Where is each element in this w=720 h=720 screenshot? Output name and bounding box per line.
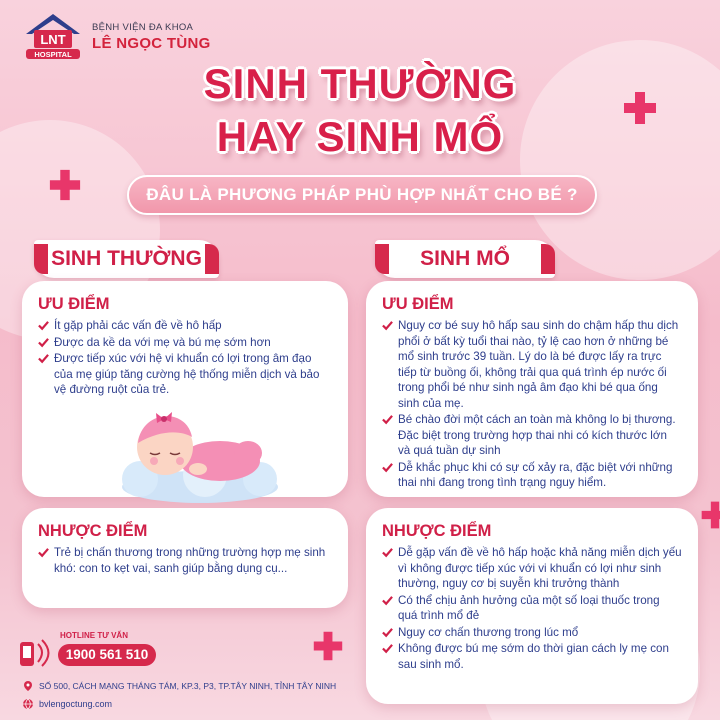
check-icon bbox=[382, 595, 393, 606]
list-item: Nguy cơ chấn thương trong lúc mổ bbox=[382, 625, 682, 641]
check-icon bbox=[38, 337, 49, 348]
pros-title: ƯU ĐIỂM bbox=[382, 295, 454, 313]
pros-title: ƯU ĐIỂM bbox=[38, 295, 110, 313]
subtitle-pill: ĐÂU LÀ PHƯƠNG PHÁP PHÙ HỢP NHẤT CHO BÉ ? bbox=[127, 175, 597, 215]
list-item: Trẻ bị chấn thương trong những trường hợp mẹ sinh khó: con to kẹt vai, sanh giúp bằng dụng cụ... bbox=[38, 545, 332, 576]
check-icon bbox=[38, 320, 49, 331]
phone-icon bbox=[18, 636, 52, 670]
logo-line1: BỆNH VIỆN ĐA KHOA bbox=[92, 22, 194, 33]
list-item: Được tiếp xúc với hệ vi khuẩn có lợi trong âm đạo của mẹ giúp tăng cường hệ thống miễn dịch và bảo vệ đường ruột của trẻ. bbox=[38, 351, 332, 398]
heading-c-section: SINH MỔ bbox=[375, 240, 555, 278]
globe-icon bbox=[22, 698, 34, 710]
check-icon bbox=[382, 627, 393, 638]
check-icon bbox=[382, 320, 393, 331]
plus-icon bbox=[700, 500, 720, 530]
svg-text:HOSPITAL: HOSPITAL bbox=[34, 50, 72, 59]
location-icon bbox=[22, 680, 34, 692]
c-section-pros-card bbox=[366, 281, 698, 497]
check-icon bbox=[38, 353, 49, 364]
svg-text:LNT: LNT bbox=[40, 32, 66, 47]
list-item: Dễ khắc phục khi có sự cố xảy ra, đặc biệt với những thai nhi đang trong tình trạng nguy hiểm. bbox=[382, 460, 682, 491]
cons-title: NHƯỢC ĐIỂM bbox=[38, 522, 148, 540]
list-item: Không được bú mẹ sớm do thời gian cách ly mẹ con sau sinh mổ. bbox=[382, 641, 682, 672]
hotline-label: HOTLINE TƯ VẤN bbox=[60, 631, 128, 640]
cons-title: NHƯỢC ĐIỂM bbox=[382, 522, 492, 540]
list-item: Ít gặp phải các vấn đề về hô hấp bbox=[38, 318, 332, 334]
list-item: Bé chào đời một cách an toàn mà không lo bị thương. Đặc biệt trong trường hợp thai nhi có kích thước lớn và quá tuần dự sinh bbox=[382, 412, 682, 459]
logo-line2: LÊ NGỌC TÙNG bbox=[92, 35, 211, 52]
logo-mark-icon bbox=[22, 12, 84, 62]
check-icon bbox=[382, 643, 393, 654]
list-item: Nguy cơ bé suy hô hấp sau sinh do chậm hấp thu dịch phổi ở bất kỳ tuổi thai nào, tỷ lệ cao hơn ở những bé mổ sinh trước 39 tuần. Lý do là bé được lấy ra trực tiếp từ buồng ối, không trải qua quá trình ép nước ối trong phổi bé như sinh ngả âm đạo khi bé qua ống sinh của mẹ. bbox=[382, 318, 682, 411]
check-icon bbox=[382, 547, 393, 558]
list-item: Được da kề da với mẹ và bú mẹ sớm hơn bbox=[38, 335, 332, 351]
title-line1: SINH THƯỜNG bbox=[203, 60, 517, 107]
hotline-number[interactable]: 1900 561 510 bbox=[58, 644, 156, 666]
check-icon bbox=[38, 547, 49, 558]
check-icon bbox=[382, 462, 393, 473]
address: SỐ 500, CÁCH MẠNG THÁNG TÁM, KP.3, P3, TP.TÂY NINH, TỈNH TÂY NINH bbox=[22, 680, 336, 692]
heading-natural-birth: SINH THƯỜNG bbox=[34, 240, 219, 278]
baby-illustration bbox=[110, 395, 280, 505]
natural-birth-cons-card bbox=[22, 508, 348, 608]
website-link[interactable]: bvlengoctung.com bbox=[22, 698, 112, 710]
hospital-logo[interactable] bbox=[22, 12, 211, 62]
title-line2: HAY SINH MỔ bbox=[216, 113, 504, 160]
plus-icon bbox=[48, 168, 82, 202]
c-section-cons-card bbox=[366, 508, 698, 704]
plus-icon bbox=[312, 630, 344, 662]
check-icon bbox=[382, 414, 393, 425]
plus-icon bbox=[622, 90, 658, 126]
list-item: Có thể chịu ảnh hưởng của một số loại thuốc trong quá trình mổ đẻ bbox=[382, 593, 682, 624]
list-item: Dễ gặp vấn đề về hô hấp hoặc khả năng miễn dịch yếu vì không được tiếp xúc với vi khuẩn có lợi như sinh thường, nguy cơ bị suyễn khi trưởng thành bbox=[382, 545, 682, 592]
